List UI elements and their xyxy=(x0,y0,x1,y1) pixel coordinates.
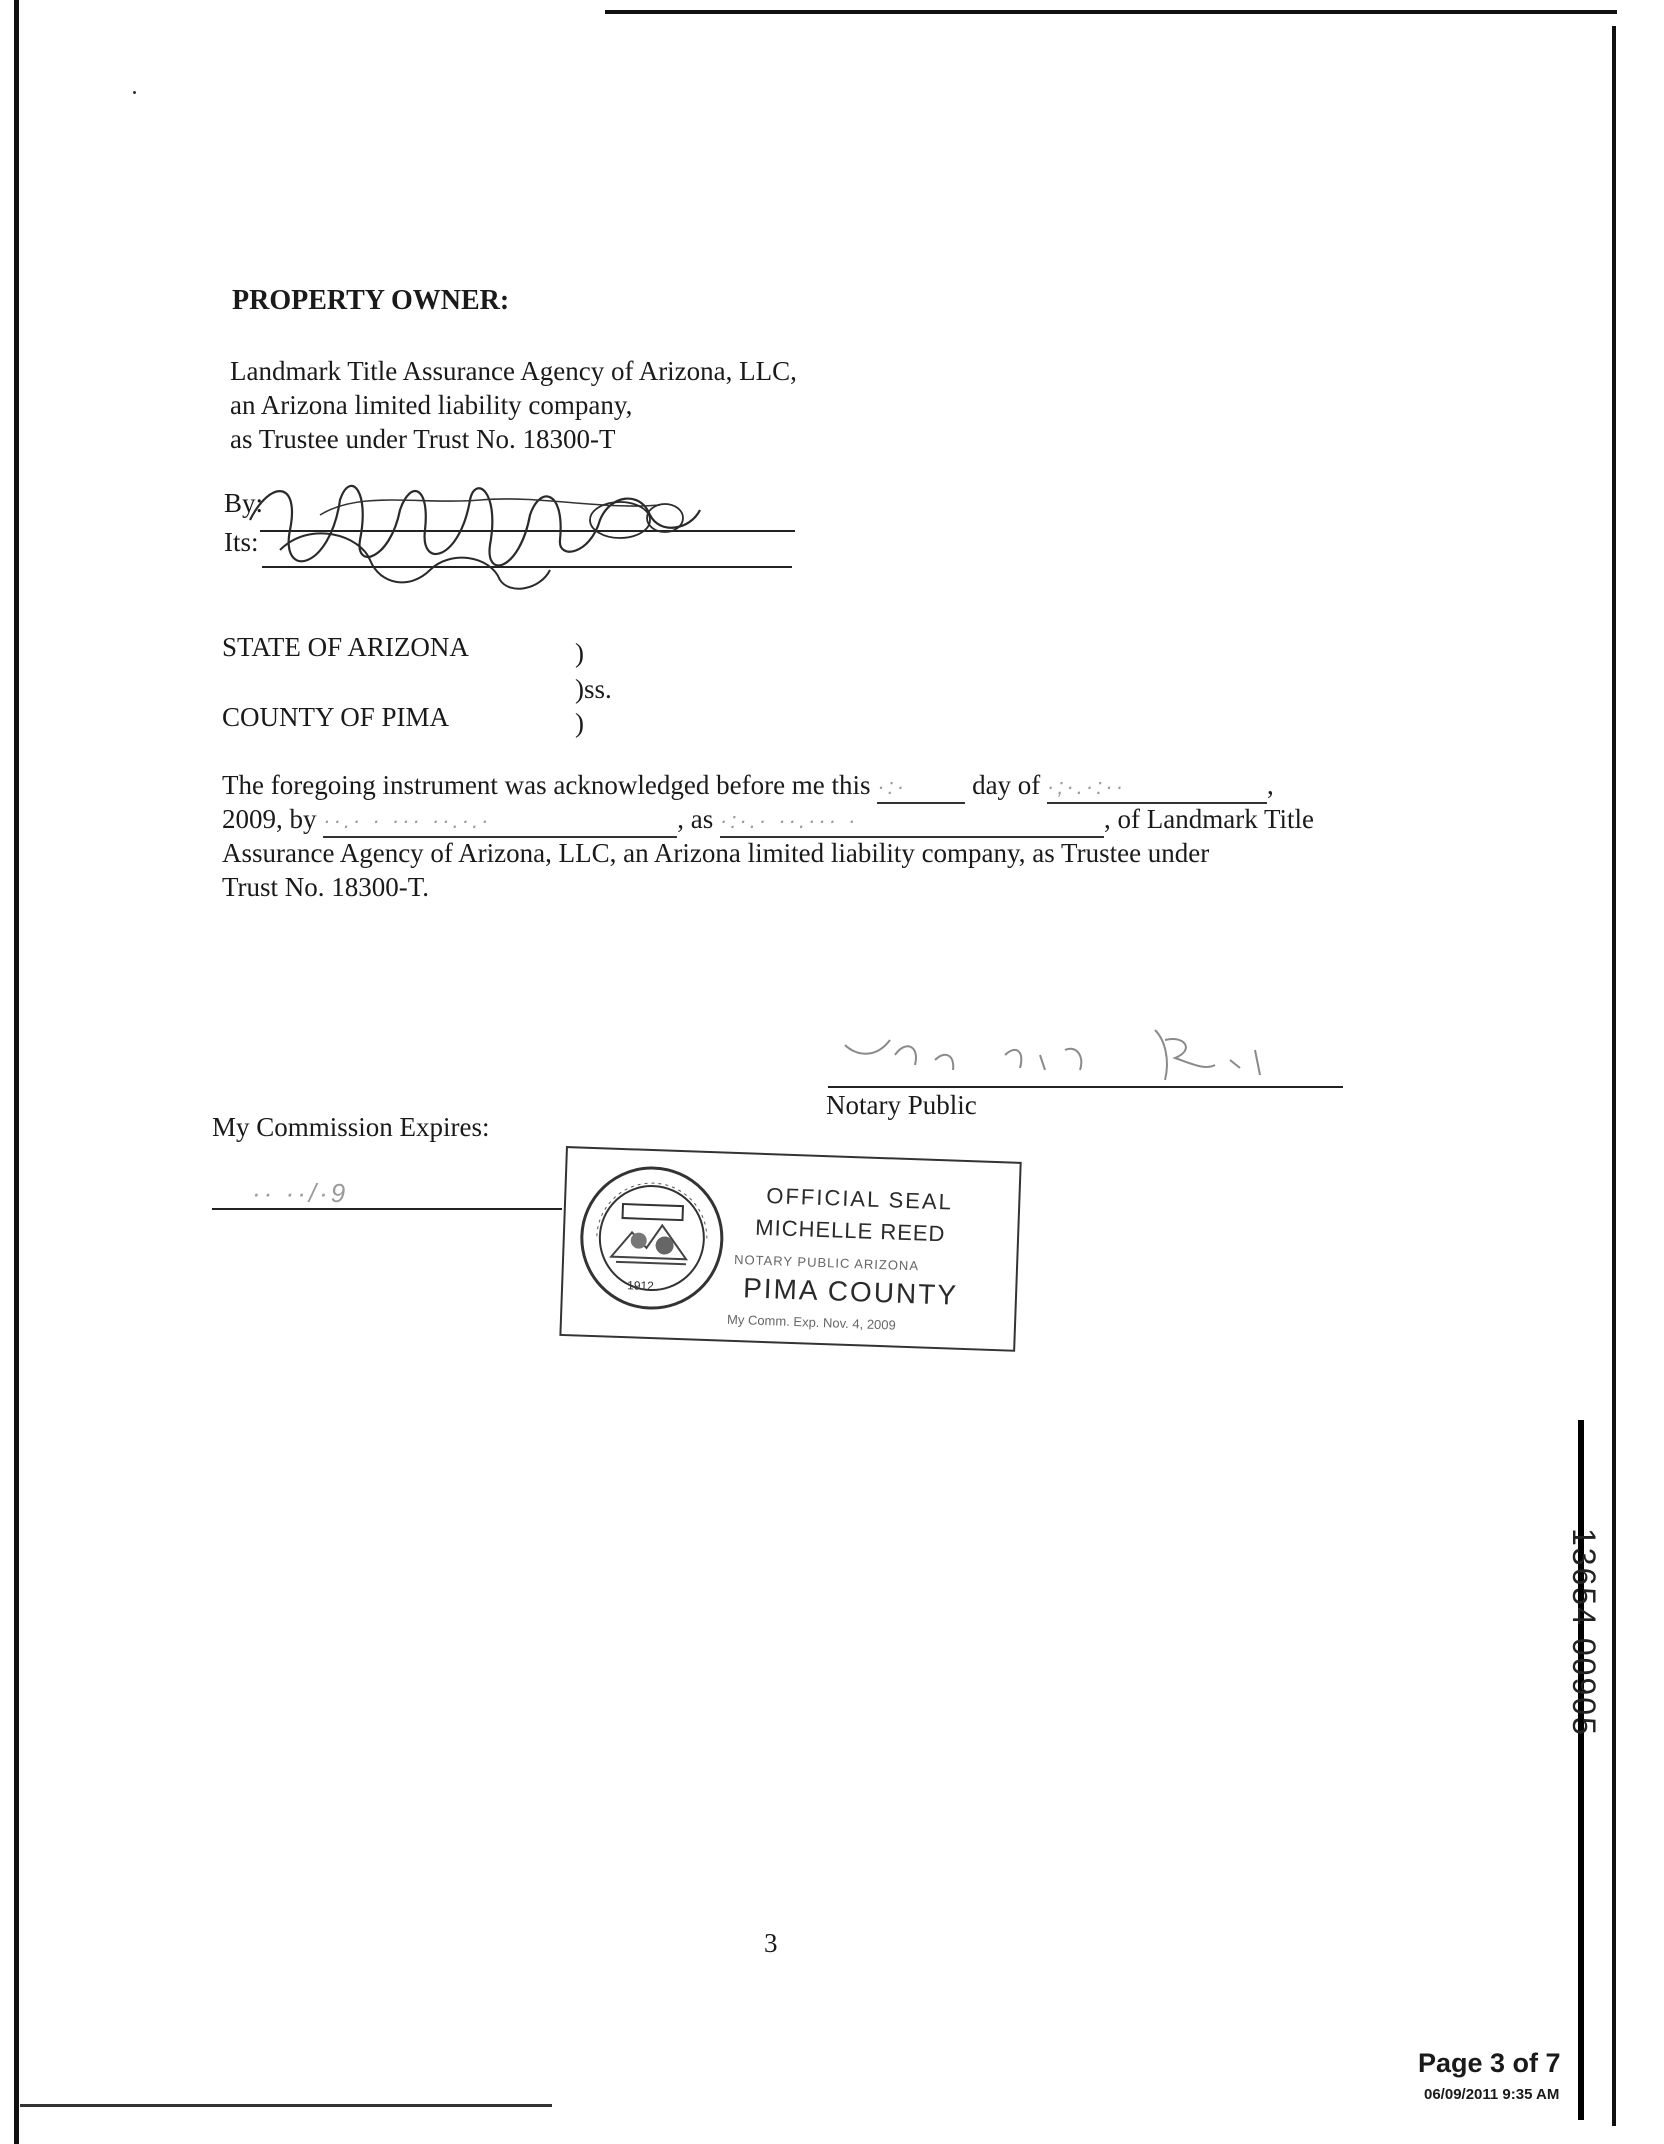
venue-paren-2: ) xyxy=(575,708,584,738)
month-blank: ·;·.·:·· xyxy=(1047,770,1267,804)
scan-edge-right-bold xyxy=(1578,1420,1584,2120)
venue-ss: )ss. xyxy=(575,674,612,704)
ack-text-2a: 2009, by xyxy=(222,804,317,834)
scan-edge-left xyxy=(14,0,19,2144)
notary-signature-scribble xyxy=(835,1010,1305,1090)
ack-text-2b: , as xyxy=(677,804,714,834)
notary-public-label: Notary Public xyxy=(826,1090,977,1120)
scan-edge-top xyxy=(605,10,1617,14)
page-number: 3 xyxy=(764,1928,778,1958)
venue-state: STATE OF ARIZONA xyxy=(222,632,469,662)
notary-seal-stamp xyxy=(559,1146,1021,1352)
speck-mark xyxy=(133,91,136,94)
title-blank: ·:·.· ··.··· · xyxy=(720,804,1104,838)
seal-line-1: OFFICIAL SEAL xyxy=(765,1183,954,1215)
footer-timestamp: 06/09/2011 9:35 AM xyxy=(1424,2086,1560,2103)
owner-line-1: Landmark Title Assurance Agency of Arizona, LLC, xyxy=(230,356,797,386)
venue-paren-1: ) xyxy=(575,638,584,668)
name-blank: ··.· · ··· ··.·.· xyxy=(323,804,677,838)
recording-number-vertical: 13654 00905 xyxy=(1566,1528,1602,1737)
seal-line-4: PIMA COUNTY xyxy=(742,1272,959,1311)
ack-text-1a: The foregoing instrument was acknowledged before me this xyxy=(222,770,871,800)
section-heading: PROPERTY OWNER: xyxy=(232,285,510,316)
ack-line-4: Trust No. 18300-T. xyxy=(222,872,430,902)
ack-line-2 xyxy=(222,804,1314,838)
scan-edge-bottom xyxy=(20,2104,552,2107)
day-blank: ·:· xyxy=(877,770,965,804)
seal-year: 1912 xyxy=(626,1278,655,1294)
ack-text-1b: day of xyxy=(972,770,1041,800)
ack-text-2c: , of Landmark Title xyxy=(1104,804,1314,834)
owner-line-2: an Arizona limited liability company, xyxy=(230,390,633,420)
ack-line-3: Assurance Agency of Arizona, LLC, an Arizona limited liability company, as Trustee under xyxy=(222,838,1210,868)
seal-line-3: NOTARY PUBLIC ARIZONA xyxy=(733,1251,920,1274)
notary-signature-line xyxy=(828,1086,1343,1088)
ack-line-1: The foregoing instrument was acknowledged before me this ·:· day of ·;·.·:·· , xyxy=(222,770,1274,804)
by-label: By: xyxy=(224,488,264,518)
its-label: Its: xyxy=(224,527,259,557)
owner-signature-scribble xyxy=(220,460,720,600)
venue-county: COUNTY OF PIMA xyxy=(222,702,450,732)
commission-date-faint: ·· ··/·9 xyxy=(252,1178,349,1208)
seal-line-5: My Comm. Exp. Nov. 4, 2009 xyxy=(726,1311,897,1333)
seal-line-2: MICHELLE REED xyxy=(754,1214,946,1247)
owner-line-3: as Trustee under Trust No. 18300-T xyxy=(230,424,616,454)
scan-edge-right xyxy=(1612,26,1616,2126)
commission-expires-label: My Commission Expires: xyxy=(212,1112,490,1142)
commission-date-line xyxy=(212,1208,562,1210)
footer-page-of: Page 3 of 7 xyxy=(1418,2048,1561,2078)
